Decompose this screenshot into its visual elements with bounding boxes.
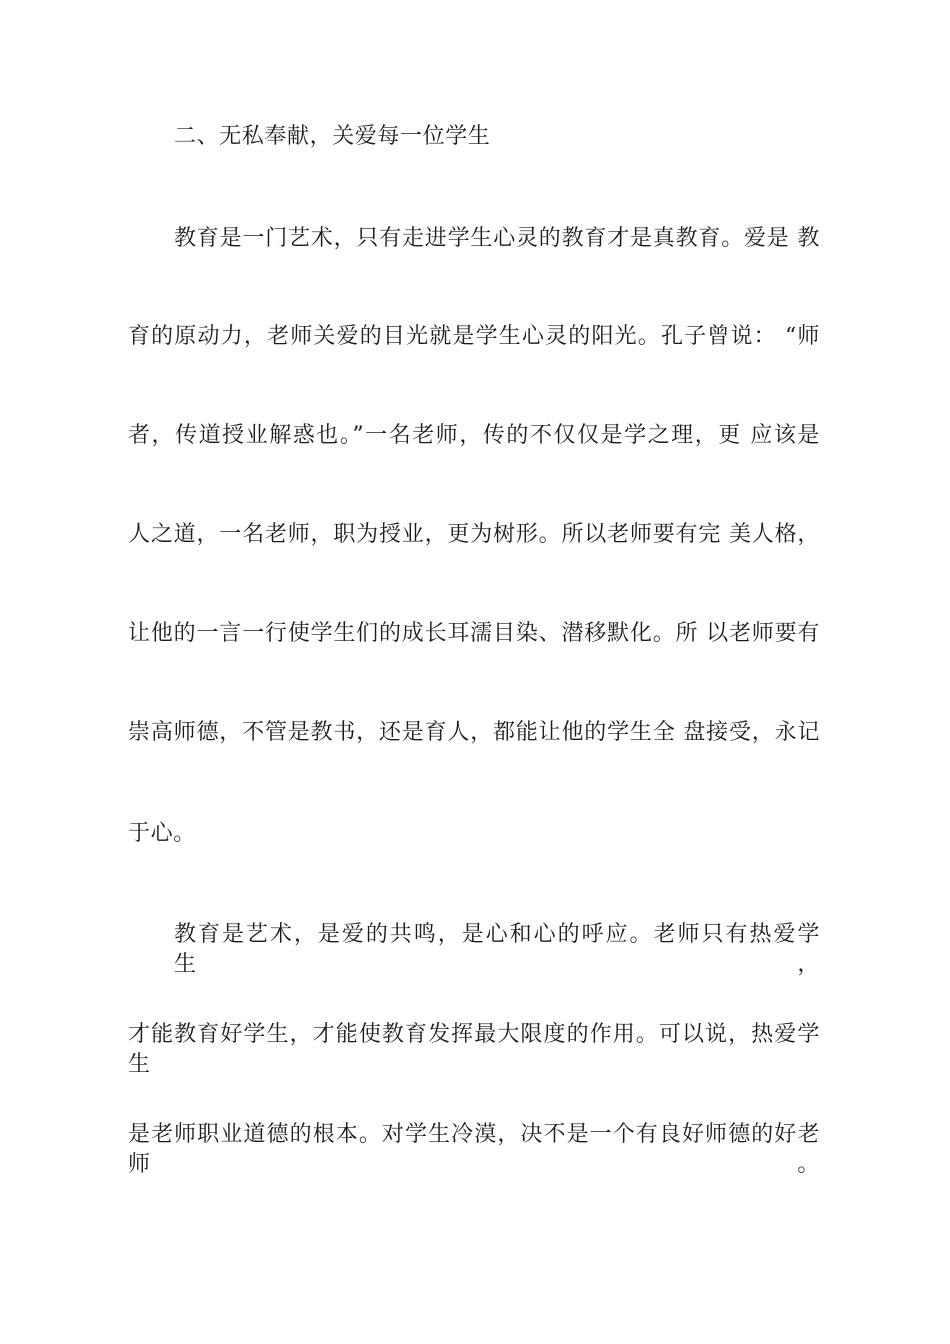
paragraph-1-line-6: 崇高师德，不管是教书，还是育人，都能让他的学生全 盘接受，永记 — [128, 720, 820, 745]
paragraph-2-line-1: 教育是艺术，是爱的共鸣，是心和心的呼应。老师只有热爱学生， — [174, 922, 820, 977]
paragraph-1-line-5: 让他的一言一行使学生们的成长耳濡目染、潜移默化。所 以老师要有 — [128, 621, 820, 646]
paragraph-2-line-2: 才能教育好学生，才能使教育发挥最大限度的作用。可以说，热爱学生 — [128, 1022, 820, 1077]
paragraph-1-line-4: 人之道，一名老师，职为授业，更为树形。所以老师要有完 美人格， — [128, 522, 820, 547]
paragraph-1-line-1: 教育是一门艺术，只有走进学生心灵的教育才是真教育。爱是 教 — [174, 226, 820, 251]
paragraph-2-line-3: 是老师职业道德的根本。对学生冷漠，决不是一个有良好师德的好老师。 — [128, 1122, 820, 1177]
paragraph-1-line-7: 于心。 — [128, 821, 196, 846]
paragraph-1-line-3: 者，传道授业解惑也。”一名老师，传的不仅仅是学之理，更 应该是 — [128, 423, 820, 448]
paragraph-1-line-2: 育的原动力，老师关爱的目光就是学生心灵的阳光。孔子曾说： “师 — [128, 324, 820, 349]
section-heading: 二、无私奉献，关爱每一位学生 — [174, 124, 491, 149]
